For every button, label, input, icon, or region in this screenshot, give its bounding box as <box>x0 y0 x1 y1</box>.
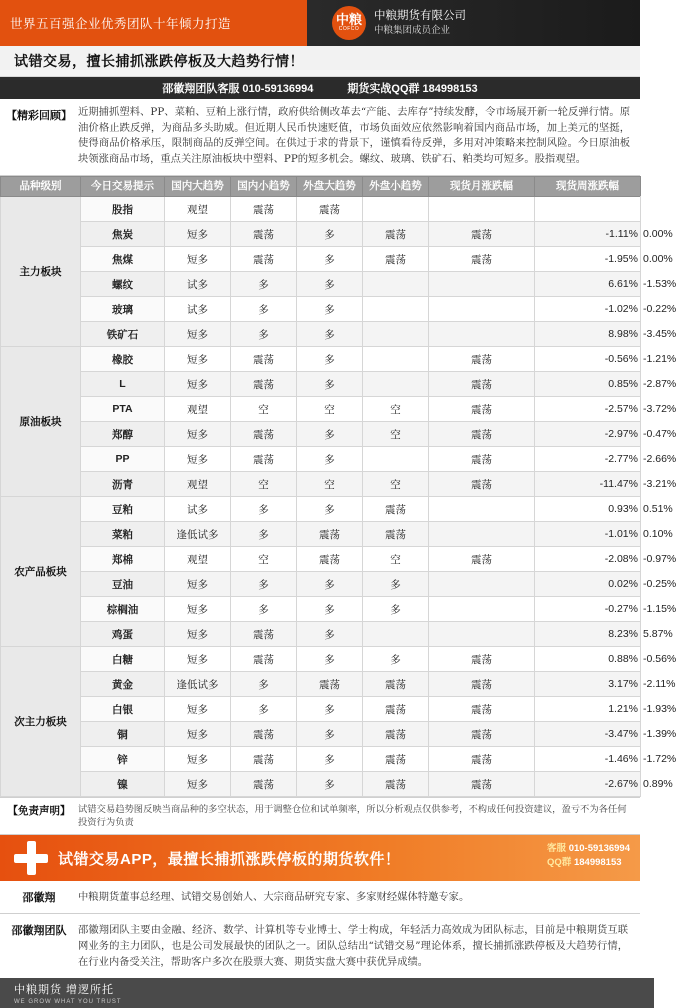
month-change: -1.01% <box>535 522 641 547</box>
table-row: 铜 短多 震荡 多 震荡 震荡 -3.47% -1.39% <box>1 722 641 747</box>
trade-hint: 观望 <box>165 397 231 422</box>
table-row: 铁矿石 短多 多 多 8.98% -3.45% <box>1 322 641 347</box>
table-row: 黄金 逢低试多 多 震荡 震荡 震荡 3.17% -2.11% <box>1 672 641 697</box>
table-row: 焦炭 短多 震荡 多 震荡 震荡 -1.11% 0.00% <box>1 222 641 247</box>
domestic-minor-trend: 多 <box>297 447 363 472</box>
logo-mark-text: 中粮 <box>335 12 362 27</box>
domestic-major-trend: 震荡 <box>231 447 297 472</box>
trade-hint: 短多 <box>165 322 231 347</box>
col-category: 品种级别 <box>1 177 81 197</box>
domestic-major-trend: 多 <box>231 322 297 347</box>
domestic-major-trend: 震荡 <box>231 347 297 372</box>
month-change: -1.02% <box>535 297 641 322</box>
instrument-name: 白银 <box>81 697 165 722</box>
trade-hint: 短多 <box>165 622 231 647</box>
foreign-major-trend: 多 <box>363 647 429 672</box>
foreign-major-trend <box>363 272 429 297</box>
foreign-major-trend: 震荡 <box>363 772 429 797</box>
domestic-minor-trend: 多 <box>297 247 363 272</box>
instrument-name: PP <box>81 447 165 472</box>
instrument-name: 棕榈油 <box>81 597 165 622</box>
foreign-minor-trend <box>429 622 535 647</box>
instrument-name: 焦炭 <box>81 222 165 247</box>
contact-service: 邵徽翔团队客服 010-59136994 <box>162 83 314 95</box>
instrument-name: 鸡蛋 <box>81 622 165 647</box>
review-text: 近期捕抓塑料、PP、菜粕、豆粕上涨行情，政府供给侧改革去“产能、去库存”持续发酵，令市场展开新一轮反弹行情。原油价格止跌反弹，为商品多头助威。但近期人民币快速贬值，市场负面效应依然影响着国内商品市场，加上美元的坚挺，使得商品价格承压，限制商品的反弹空间。在供过于求的背景下，谨慎看待反弹，多用对冲策略来控制风险。今日原油板块领涨商品市场，重点关注原油板块中塑料、PP的短多机会。螺纹、玻璃、铁矿石、粕类均可短多。股指观望。 <box>78 106 630 165</box>
table-row: 焦煤 短多 震荡 多 震荡 震荡 -1.95% 0.00% <box>1 247 641 272</box>
foreign-major-trend: 震荡 <box>363 747 429 772</box>
domestic-minor-trend: 多 <box>297 222 363 247</box>
trade-hint: 短多 <box>165 597 231 622</box>
table-row: 菜粕 逢低试多 多 震荡 震荡 -1.01% 0.10% <box>1 522 641 547</box>
instrument-name: 黄金 <box>81 672 165 697</box>
domestic-major-trend: 空 <box>231 547 297 572</box>
foreign-minor-trend: 震荡 <box>429 697 535 722</box>
col-foreign-major: 外盘大趋势 <box>297 177 363 197</box>
instrument-name: 螺纹 <box>81 272 165 297</box>
foreign-minor-trend: 震荡 <box>429 372 535 397</box>
page-title: 试错交易，擅长捕抓涨跌停板及大趋势行情！ <box>14 53 304 69</box>
month-change: 0.85% <box>535 372 641 397</box>
foreign-major-trend: 震荡 <box>363 722 429 747</box>
month-change: -2.67% <box>535 772 641 797</box>
table-row <box>1 197 641 222</box>
month-change: -1.11% <box>535 222 641 247</box>
trade-hint: 短多 <box>165 372 231 397</box>
table-row: 螺纹 试多 多 多 6.61% -1.53% <box>1 272 641 297</box>
domestic-minor-trend: 多 <box>297 297 363 322</box>
foreign-major-trend: 震荡 <box>363 497 429 522</box>
foreign-major-trend: 空 <box>363 547 429 572</box>
domestic-minor-trend: 多 <box>297 497 363 522</box>
foreign-minor-trend: 震荡 <box>429 772 535 797</box>
bio-person-section <box>0 881 640 914</box>
table-row: 农产品板块 豆粕 试多 多 多 震荡 0.93% 0.51% <box>1 497 641 522</box>
col-domestic-minor: 国内小趋势 <box>231 177 297 197</box>
month-change: 0.88% <box>535 647 641 672</box>
banner-qq-label: QQ群 <box>547 857 572 868</box>
domestic-minor-trend: 多 <box>297 347 363 372</box>
review-section <box>0 99 640 176</box>
foreign-major-trend <box>363 322 429 347</box>
foreign-minor-trend: 震荡 <box>429 422 535 447</box>
cross-icon <box>14 841 48 875</box>
month-change: -3.47% <box>535 722 641 747</box>
trade-hint: 试多 <box>165 297 231 322</box>
foreign-minor-trend <box>429 297 535 322</box>
bio-person-tag: 邵徽翔 <box>22 892 56 904</box>
foreign-minor-trend <box>429 272 535 297</box>
foreign-minor-trend: 震荡 <box>429 247 535 272</box>
instrument-name: 焦煤 <box>81 247 165 272</box>
month-change: -0.56% <box>535 347 641 372</box>
banner-service-value: 010-59136994 <box>568 843 630 854</box>
foreign-minor-trend: 震荡 <box>429 647 535 672</box>
foreign-major-trend <box>363 447 429 472</box>
domestic-minor-trend: 多 <box>297 747 363 772</box>
domestic-minor-trend: 多 <box>297 372 363 397</box>
foreign-minor-trend: 震荡 <box>429 472 535 497</box>
instrument-name: 橡胶 <box>81 347 165 372</box>
instrument-name: 铜 <box>81 722 165 747</box>
foreign-major-trend: 空 <box>363 422 429 447</box>
table-row: L 短多 震荡 多 震荡 0.85% -2.87% <box>1 372 641 397</box>
foreign-minor-trend <box>429 597 535 622</box>
foreign-major-trend <box>363 347 429 372</box>
instrument-name: 镍 <box>81 772 165 797</box>
trade-hint: 短多 <box>165 447 231 472</box>
month-change: -0.27% <box>535 597 641 622</box>
footer-mark: 中粮期货 增逻所托 <box>14 984 115 996</box>
month-change: 0.02% <box>535 572 641 597</box>
domestic-major-trend: 多 <box>231 697 297 722</box>
disclaimer-section <box>0 797 640 835</box>
domestic-major-trend: 多 <box>231 572 297 597</box>
footer-sub: WE GROW WHAT YOU TRUST <box>14 999 122 1005</box>
domestic-minor-trend: 多 <box>297 697 363 722</box>
domestic-major-trend: 震荡 <box>231 197 297 222</box>
month-change: -1.95% <box>535 247 641 272</box>
table-header-row <box>1 177 641 197</box>
foreign-major-trend: 震荡 <box>363 697 429 722</box>
domestic-minor-trend: 多 <box>297 622 363 647</box>
month-change: -2.77% <box>535 447 641 472</box>
contact-bar <box>0 77 640 99</box>
month-change: -2.57% <box>535 397 641 422</box>
table-row: 玻璃 试多 多 多 -1.02% -0.22% <box>1 297 641 322</box>
foreign-major-trend: 多 <box>363 597 429 622</box>
domestic-minor-trend: 多 <box>297 772 363 797</box>
domestic-major-trend: 多 <box>231 297 297 322</box>
month-change: 3.17% <box>535 672 641 697</box>
trade-hint: 短多 <box>165 347 231 372</box>
domestic-major-trend: 震荡 <box>231 422 297 447</box>
instrument-name: 豆油 <box>81 572 165 597</box>
domestic-minor-trend: 多 <box>297 647 363 672</box>
foreign-major-trend: 多 <box>363 572 429 597</box>
instrument-name: 郑醇 <box>81 422 165 447</box>
disclaimer-tag: 【免责声明】 <box>7 805 71 817</box>
col-foreign-minor: 外盘小趋势 <box>363 177 429 197</box>
bio-team-section <box>0 914 640 978</box>
instrument-name: L <box>81 372 165 397</box>
domestic-minor-trend: 空 <box>297 397 363 422</box>
month-change: 0.93% <box>535 497 641 522</box>
instrument-name: 郑棉 <box>81 547 165 572</box>
trade-hint: 短多 <box>165 722 231 747</box>
page-title-bar <box>0 46 640 77</box>
domestic-minor-trend: 震荡 <box>297 547 363 572</box>
domestic-minor-trend: 多 <box>297 722 363 747</box>
foreign-minor-trend: 震荡 <box>429 447 535 472</box>
table-body <box>1 197 676 797</box>
foreign-minor-trend: 震荡 <box>429 722 535 747</box>
domestic-minor-trend: 多 <box>297 272 363 297</box>
domestic-major-trend: 震荡 <box>231 722 297 747</box>
foreign-minor-trend: 震荡 <box>429 672 535 697</box>
domestic-major-trend: 震荡 <box>231 647 297 672</box>
trade-hint: 短多 <box>165 747 231 772</box>
foreign-minor-trend: 震荡 <box>429 747 535 772</box>
banner-contact <box>547 842 630 870</box>
app-banner[interactable] <box>0 835 640 881</box>
foreign-major-trend <box>363 197 429 222</box>
instrument-name: 白糖 <box>81 647 165 672</box>
domestic-major-trend: 多 <box>231 497 297 522</box>
month-change: -2.08% <box>535 547 641 572</box>
foreign-major-trend: 空 <box>363 397 429 422</box>
trade-hint: 观望 <box>165 472 231 497</box>
group-name-cell: 农产品板块 <box>1 497 81 647</box>
banner-service-label: 客服 <box>547 843 567 854</box>
col-domestic-major: 国内大趋势 <box>165 177 231 197</box>
domestic-major-trend: 震荡 <box>231 372 297 397</box>
foreign-minor-trend: 震荡 <box>429 397 535 422</box>
domestic-major-trend: 空 <box>231 472 297 497</box>
logo-sub-text: COFCO <box>338 26 360 32</box>
group-name-cell: 次主力板块 <box>1 647 81 797</box>
foreign-minor-trend: 震荡 <box>429 547 535 572</box>
foreign-minor-trend: 震荡 <box>429 347 535 372</box>
trade-hint: 短多 <box>165 697 231 722</box>
cofco-logo-icon <box>332 6 366 40</box>
table-row: 鸡蛋 短多 震荡 多 8.23% 5.87% <box>1 622 641 647</box>
bio-person-text: 中粮期货董事总经理、试错交易创始人、大宗商品研究专家、多家财经媒体特邀专家。 <box>78 891 470 903</box>
instrument-name: PTA <box>81 397 165 422</box>
domestic-major-trend: 震荡 <box>231 622 297 647</box>
instrument-name: 豆粕 <box>81 497 165 522</box>
trade-hint: 逢低试多 <box>165 522 231 547</box>
month-change: -1.46% <box>535 747 641 772</box>
company-name: 中粮期货有限公司 <box>374 9 466 22</box>
banner-qq-value: 184998153 <box>573 857 622 868</box>
foreign-major-trend <box>363 297 429 322</box>
foreign-major-trend <box>363 622 429 647</box>
domestic-major-trend: 多 <box>231 522 297 547</box>
header-slogan: 世界五百强企业优秀团队十年倾力打造 <box>10 17 232 31</box>
domestic-minor-trend: 多 <box>297 322 363 347</box>
trade-hint: 短多 <box>165 247 231 272</box>
foreign-minor-trend <box>429 197 535 222</box>
table-row: 沥青 观望 空 空 空 震荡 -11.47% -3.21% <box>1 472 641 497</box>
instrument-name: 锌 <box>81 747 165 772</box>
domestic-minor-trend: 震荡 <box>297 197 363 222</box>
col-week-change: 现货周涨跌幅 <box>535 177 641 197</box>
group-name-cell: 原油板块 <box>1 347 81 497</box>
group-name-cell: 主力板块 <box>1 197 81 347</box>
bio-team-text: 邵徽翔团队主要由金融、经济、数学、计算机等专业博士、学士构成，年轻活力高效成为团队标志，目前是中粮期货互联网业务的主力团队，也是公司发展最快的团队之一。团队总结出“试错交易”理论体系，擅长捕抓涨跌停板及大趋势行情，在行业内备受关注，帮助客户多次在股票大赛、期货实盘大赛中获优异成绩。 <box>78 924 628 968</box>
table-row: 郑醇 短多 震荡 多 空 震荡 -2.97% -0.47% <box>1 422 641 447</box>
month-change: 1.21% <box>535 697 641 722</box>
trade-hint: 观望 <box>165 197 231 222</box>
domestic-minor-trend: 空 <box>297 472 363 497</box>
market-table <box>0 176 676 797</box>
month-change: -11.47% <box>535 472 641 497</box>
app-banner-text: 试错交易APP，最擅长捕抓涨跌停板的期货软件！ <box>58 850 401 868</box>
foreign-major-trend: 震荡 <box>363 247 429 272</box>
disclaimer-text: 试错交易趋势图反映当商品种的多空状态，用于调整仓位和试单频率，所以分析观点仅供参考，不构成任何投资建议，盈亏不为各任何投资行为负责 <box>78 804 627 828</box>
foreign-major-trend: 空 <box>363 472 429 497</box>
domestic-major-trend: 震荡 <box>231 247 297 272</box>
table-row: 郑棉 观望 空 震荡 空 震荡 -2.08% -0.97% <box>1 547 641 572</box>
foreign-major-trend: 震荡 <box>363 672 429 697</box>
contact-qq: 期货实战QQ群 184998153 <box>347 83 478 95</box>
foreign-major-trend: 震荡 <box>363 522 429 547</box>
table-row: 镍 短多 震荡 多 震荡 震荡 -2.67% 0.89% <box>1 772 641 797</box>
table-row: 豆油 短多 多 多 多 0.02% -0.25% <box>1 572 641 597</box>
company-names <box>374 9 466 38</box>
foreign-minor-trend <box>429 322 535 347</box>
table-row: 锌 短多 震荡 多 震荡 震荡 -1.46% -1.72% <box>1 747 641 772</box>
table-row: PP 短多 震荡 多 震荡 -2.77% -2.66% <box>1 447 641 472</box>
domestic-minor-trend: 震荡 <box>297 672 363 697</box>
trade-hint: 短多 <box>165 572 231 597</box>
foreign-minor-trend <box>429 572 535 597</box>
instrument-name: 沥青 <box>81 472 165 497</box>
page-footer <box>0 978 654 1008</box>
trade-hint: 短多 <box>165 647 231 672</box>
table-row: PTA 观望 空 空 空 震荡 -2.57% -3.72% <box>1 397 641 422</box>
domestic-major-trend: 震荡 <box>231 222 297 247</box>
trade-hint: 短多 <box>165 422 231 447</box>
foreign-minor-trend <box>429 522 535 547</box>
bio-team-tag: 邵徽翔团队 <box>11 925 67 937</box>
col-month-change: 现货月涨跌幅 <box>429 177 535 197</box>
domestic-minor-trend: 多 <box>297 422 363 447</box>
header-brand <box>320 6 640 40</box>
month-change: -2.97% <box>535 422 641 447</box>
domestic-major-trend: 空 <box>231 397 297 422</box>
month-change: 8.98% <box>535 322 641 347</box>
trade-hint: 观望 <box>165 547 231 572</box>
company-subname: 中粮集团成员企业 <box>374 24 451 36</box>
trade-hint: 试多 <box>165 272 231 297</box>
col-hint: 今日交易提示 <box>81 177 165 197</box>
foreign-minor-trend: 震荡 <box>429 222 535 247</box>
domestic-major-trend: 多 <box>231 597 297 622</box>
trade-hint: 短多 <box>165 772 231 797</box>
domestic-major-trend: 多 <box>231 672 297 697</box>
instrument-name: 菜粕 <box>81 522 165 547</box>
domestic-minor-trend: 多 <box>297 572 363 597</box>
table-row: 白银 短多 多 多 震荡 震荡 1.21% -1.93% <box>1 697 641 722</box>
month-change <box>535 197 641 222</box>
domestic-minor-trend: 震荡 <box>297 522 363 547</box>
instrument-name: 铁矿石 <box>81 322 165 347</box>
month-change: 6.61% <box>535 272 641 297</box>
table-row: 次主力板块 白糖 短多 震荡 多 多 震荡 0.88% -0.56% <box>1 647 641 672</box>
domestic-major-trend: 震荡 <box>231 772 297 797</box>
table-row: 原油板块 橡胶 短多 震荡 多 震荡 -0.56% -1.21% <box>1 347 641 372</box>
foreign-minor-trend <box>429 497 535 522</box>
foreign-major-trend: 震荡 <box>363 222 429 247</box>
trade-hint: 试多 <box>165 497 231 522</box>
trade-hint: 短多 <box>165 222 231 247</box>
month-change: 8.23% <box>535 622 641 647</box>
domestic-major-trend: 震荡 <box>231 747 297 772</box>
foreign-major-trend <box>363 372 429 397</box>
domestic-major-trend: 多 <box>231 272 297 297</box>
table-row: 棕榈油 短多 多 多 多 -0.27% -1.15% <box>1 597 641 622</box>
review-tag: 【精彩回顾】 <box>6 110 72 122</box>
instrument-name: 股指 <box>81 197 165 222</box>
page-header <box>0 0 640 46</box>
instrument-name: 玻璃 <box>81 297 165 322</box>
trade-hint: 逢低试多 <box>165 672 231 697</box>
domestic-minor-trend: 多 <box>297 597 363 622</box>
